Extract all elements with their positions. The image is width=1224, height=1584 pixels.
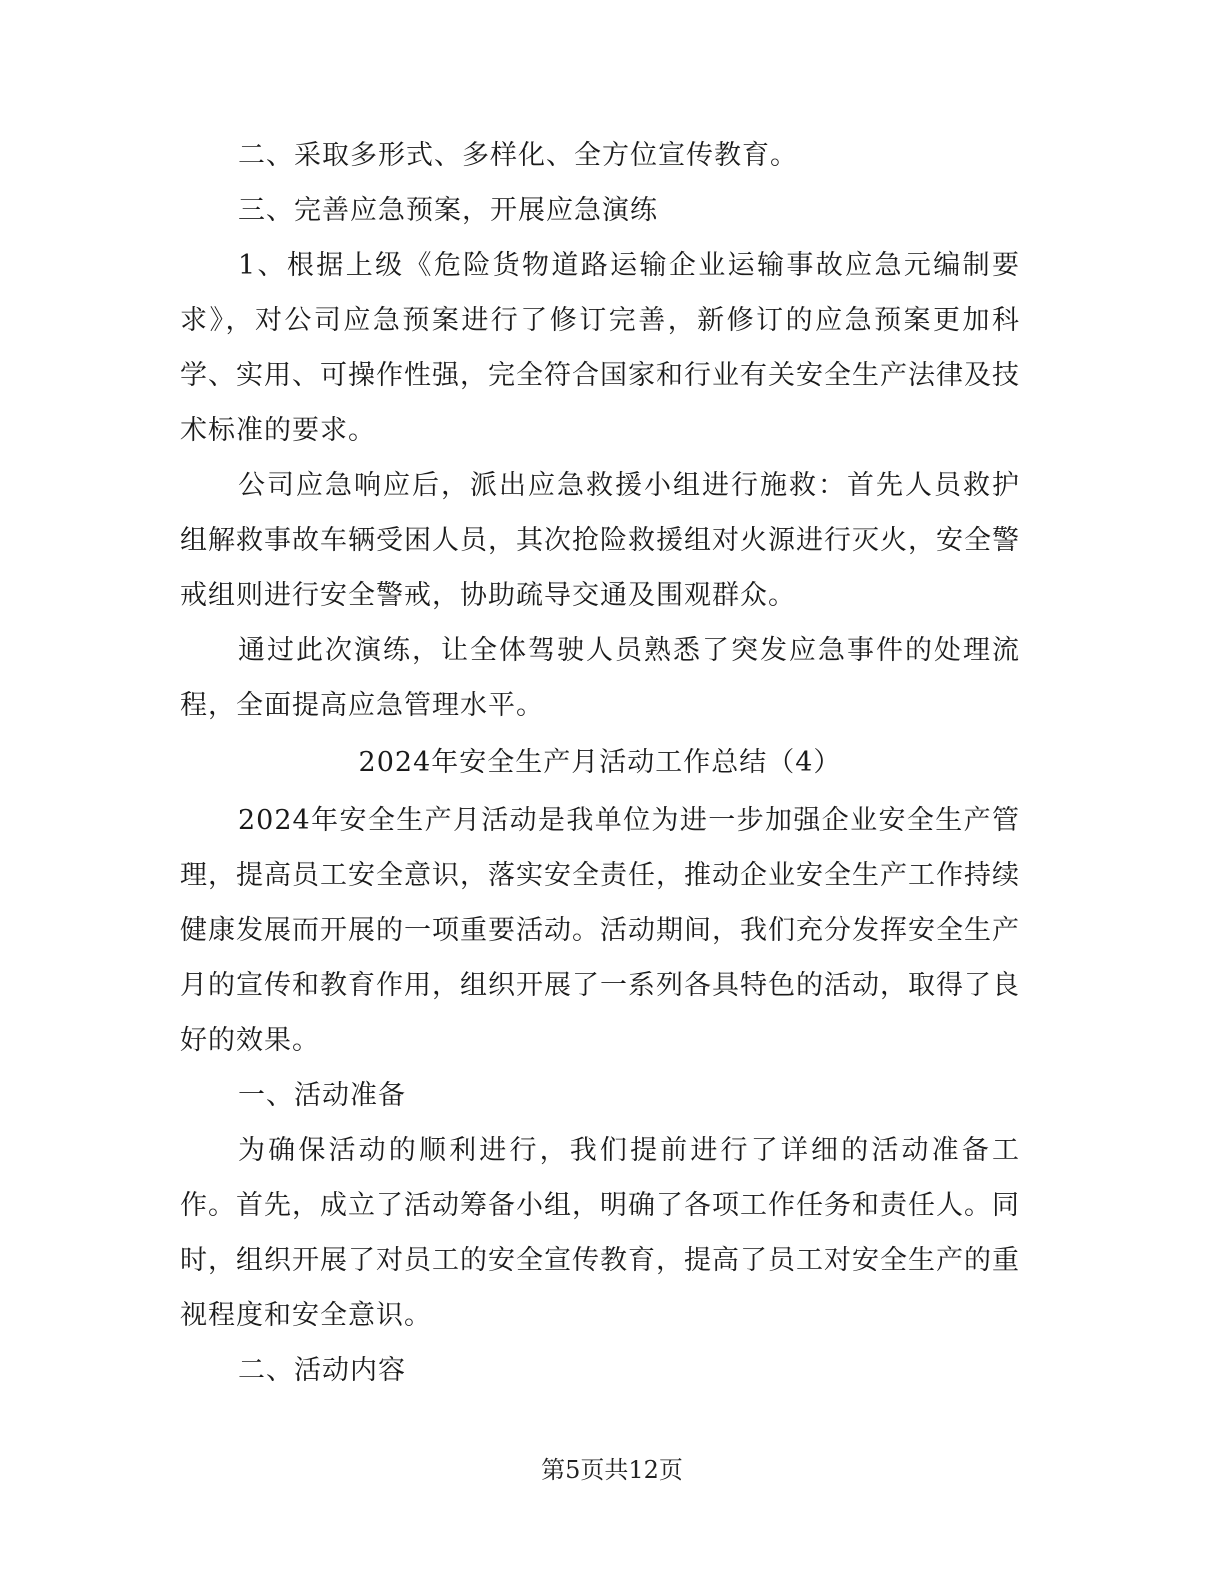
section-title: 2024年安全生产月活动工作总结（4） <box>358 747 842 778</box>
paragraph: 通过此次演练，让全体驾驶人员熟悉了突发应急事件的处理流程，全面提高应急管理水平。 <box>180 635 1020 721</box>
page-number: 第5页共12页 <box>541 1456 683 1484</box>
paragraph: 2024年安全生产月活动是我单位为进一步加强企业安全生产管理，提高员工安全意识，落实安全责任，推动企业安全生产工作持续健康发展而开展的一项重要活动。活动期间，我们充分发挥安全生产月的宣传和教育作用，组织开展了一系列各具特色的活动，取得了良好的效果。 <box>180 805 1020 1056</box>
paragraph: 一、活动准备 <box>238 1080 406 1111</box>
paragraph: 二、采取多形式、多样化、全方位宣传教育。 <box>238 140 798 171</box>
paragraph: 公司应急响应后，派出应急救援小组进行施救：首先人员救护组解救事故车辆受困人员，其次抢险救援组对火源进行灭火，安全警戒组则进行安全警戒，协助疏导交通及围观群众。 <box>180 470 1020 611</box>
paragraph: 三、完善应急预案，开展应急演练 <box>238 195 658 226</box>
paragraph: 1、根据上级《危险货物道路运输企业运输事故应急元编制要求》，对公司应急预案进行了修订完善，新修订的应急预案更加科学、实用、可操作性强，完全符合国家和行业有关安全生产法律及技术标准的要求。 <box>180 250 1020 446</box>
document-body <box>180 128 1020 1398</box>
paragraph: 为确保活动的顺利进行，我们提前进行了详细的活动准备工作。首先，成立了活动筹备小组，明确了各项工作任务和责任人。同时，组织开展了对员工的安全宣传教育，提高了员工对安全生产的重视程度和安全意识。 <box>180 1135 1020 1331</box>
paragraph: 二、活动内容 <box>238 1355 406 1386</box>
